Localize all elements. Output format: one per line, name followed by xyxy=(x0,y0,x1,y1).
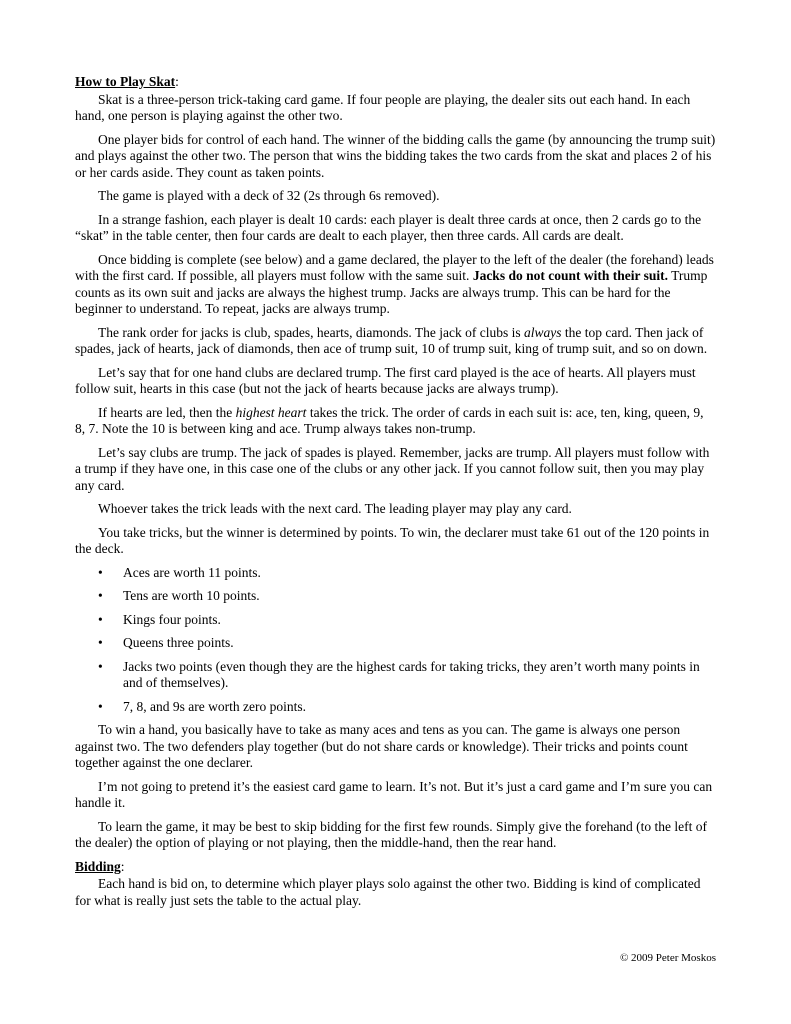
bullet-icon: • xyxy=(98,635,103,650)
text-run: The rank order for jacks is club, spades, hearts, diamonds. The jack of clubs is xyxy=(98,324,525,340)
document-page xyxy=(75,74,717,916)
paragraph-intro: Skat is a three-person trick-taking card game. If four people are playing, the dealer sits out each hand. In each hand, one person is playing against the other two. xyxy=(75,91,691,123)
list-item xyxy=(75,612,717,629)
paragraph-jack-rank xyxy=(75,325,717,358)
paragraph-bidding-intro: Each hand is bid on, to determine which player plays solo against the other two. Bidding is kind of complicated for what is really just sets the table to the actual play. xyxy=(75,876,701,908)
heading-text: Bidding xyxy=(75,858,121,874)
paragraph-next-lead: Whoever takes the trick leads with the next card. The leading player may play any card. xyxy=(98,501,572,516)
list-item-text: Kings four points. xyxy=(123,611,221,627)
list-item-text: Tens are worth 10 points. xyxy=(123,588,260,603)
paragraph-dealing: In a strange fashion, each player is dealt 10 cards: each player is dealt three cards at once, then 2 cards go to the “skat” in the table center, then four cards are dealt to each player, then three cards. All cards are dealt. xyxy=(75,211,702,243)
text-run: If hearts are led, then the xyxy=(98,404,236,420)
text-run: the top card. Then jack of spades, jack of hearts, jack of diamonds, then ace of trump suit, 10 of trump suit, king of trump suit, and so on down. xyxy=(75,324,708,356)
list-item xyxy=(75,565,717,582)
list-item xyxy=(75,635,717,652)
paragraph-jack-spades: Let’s say clubs are trump. The jack of spades is played. Remember, jacks are trump. All players must follow with a trump if they have one, in this case one of the clubs or any other jack. If you cannot follow suit, then you may play any card. xyxy=(75,444,710,493)
points-list xyxy=(75,565,717,716)
section-heading-how-to-play xyxy=(75,74,717,91)
heading-text: How to Play Skat xyxy=(75,74,176,89)
paragraph-deck: The game is played with a deck of 32 (2s through 6s removed). xyxy=(98,188,440,203)
bullet-icon: • xyxy=(98,564,103,580)
list-item-text: 7, 8, and 9s are worth zero points. xyxy=(123,698,306,714)
italic-text: always xyxy=(524,324,562,340)
heading-colon: : xyxy=(120,858,125,874)
bullet-icon: • xyxy=(98,588,103,603)
heading-colon: : xyxy=(175,74,179,89)
list-item-text: Aces are worth 11 points. xyxy=(123,564,261,580)
paragraph-bidding-control: One player bids for control of each hand. The winner of the bidding calls the game (by announcing the trump suit) and plays against the other two. The person that wins the bidding takes the two cards from the skat and places 2 of his or her cards aside. They count as taken points. xyxy=(75,131,716,180)
paragraph-win-hand: To win a hand, you basically have to take as many aces and tens as you can. The game is always one person against two. The two defenders play together (but do not share cards or knowledge). Their tricks and points count together against the one declarer. xyxy=(75,722,688,770)
list-item xyxy=(75,699,717,716)
paragraph-learn-tip: To learn the game, it may be best to skip bidding for the first few rounds. Simply give the forehand (to the left of the dealer) the option of playing or not playing, then the middle-hand, then the rear hand. xyxy=(75,818,708,850)
bold-text: Jacks do not count with their suit. xyxy=(472,268,668,283)
text-run: Trump counts as its own suit and jacks are always the highest trump. Jacks are always trump. This can be hard for the beginner to understand. To repeat, jacks are always trump. xyxy=(75,268,708,316)
italic-text: highest heart xyxy=(235,404,307,420)
paragraph-points-intro: You take tricks, but the winner is determined by points. To win, the declarer must take 61 out of the 120 points in the deck. xyxy=(75,524,710,556)
paragraph-hearts-led xyxy=(75,405,717,438)
list-item xyxy=(75,588,717,605)
paragraph-first-lead xyxy=(75,252,717,318)
bullet-icon: • xyxy=(98,611,103,627)
section-heading-bidding xyxy=(75,859,717,876)
paragraph-example-clubs: Let’s say that for one hand clubs are declared trump. The first card played is the ace of hearts. All players must follow suit, hearts in this case (but not the jack of hearts because jacks are always trump). xyxy=(75,364,696,396)
paragraph-not-easiest: I’m not going to pretend it’s the easiest card game to learn. It’s not. But it’s just a card game and I’m sure you can handle it. xyxy=(75,778,713,810)
bullet-icon: • xyxy=(98,698,103,714)
list-item-text: Jacks two points (even though they are the highest cards for taking tricks, they aren’t worth many points in and of themselves). xyxy=(123,658,700,690)
page-footer-copyright: © 2009 Peter Moskos xyxy=(619,952,716,964)
list-item xyxy=(75,659,717,692)
text-run: Once bidding is complete (see below) and a game declared, the player to the left of the dealer (the forehand) leads with the first card. If possible, all players must follow with the same suit. xyxy=(75,251,714,283)
list-item-text: Queens three points. xyxy=(123,635,234,650)
text-run: takes the trick. The order of cards in each suit is: ace, ten, king, queen, 9, 8, 7. Note the 10 is between king and ace. Trump always takes non-trump. xyxy=(75,404,704,436)
bullet-icon: • xyxy=(98,658,103,674)
